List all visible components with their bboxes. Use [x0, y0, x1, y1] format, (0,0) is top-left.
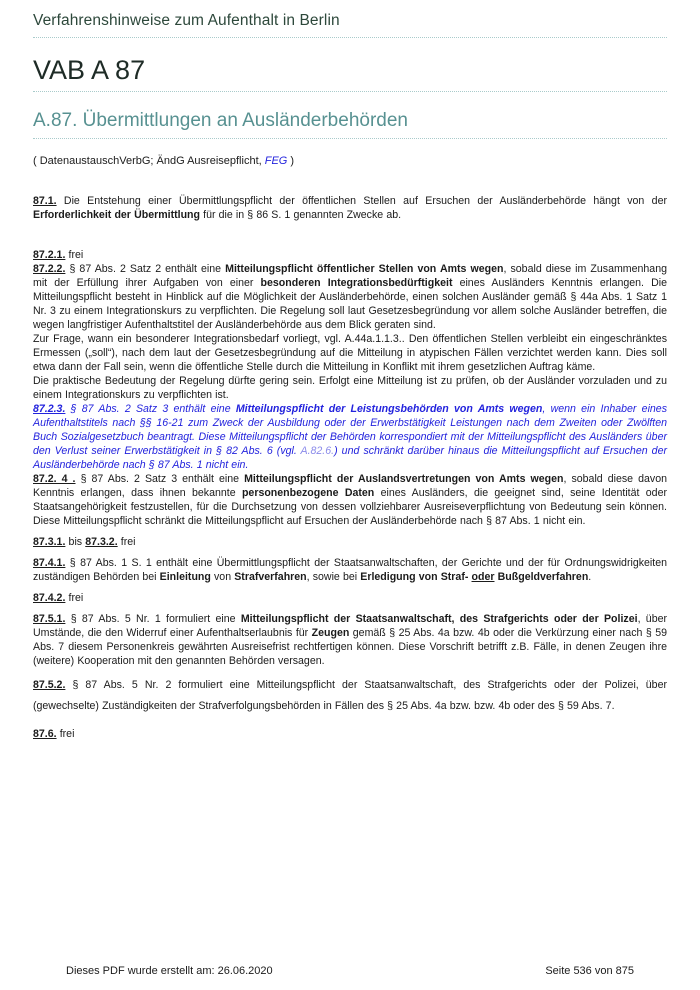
- text-run: § 87 Abs. 1 S. 1 enthält eine Übermittlungspflicht der Staatsanwaltschaften, der Gerichte und der für Ordnungswidrigkeiten zuständigen Behörden bei: [33, 556, 667, 583]
- text-run: frei: [56, 727, 75, 740]
- paragraph-87-4-1: [33, 556, 667, 584]
- text-run: frei: [117, 535, 136, 548]
- inline-link[interactable]: A.82.6.: [300, 444, 335, 457]
- text-run: 87.1.: [33, 194, 57, 207]
- text-run: 87.3.1.: [33, 535, 66, 548]
- text-run: Mitteilungspflicht öffentlicher Stellen von Amts wegen: [225, 262, 504, 275]
- text-run: 87.2.1.: [33, 248, 66, 261]
- text-run: Einleitung: [159, 570, 211, 583]
- text-run: , sobald diese davon Kenntnis erlangen, dass ihnen bekannte: [33, 472, 667, 499]
- document-code-heading: VAB A 87: [33, 55, 667, 92]
- text-run: gemäß § 25 Abs. 4a bzw. 4b oder die Verkürzung einer nach § 59 Abs. 7 diesem Personenkreis gewährten Ausreisefrist rechtfertigen können. Diese Vorschrift betrifft z.B. Fälle, in denen Zeugen ihre (weitere) Kooperation mit den genannten Behörden versagen.: [33, 626, 667, 667]
- text-run: § 87 Abs. 5 Nr. 1 formuliert eine: [65, 612, 241, 625]
- paragraph-87-5-2: [33, 675, 667, 717]
- page-footer: [66, 965, 634, 977]
- text-run: frei: [65, 591, 84, 604]
- text-run: .: [588, 570, 592, 583]
- text-run: 87.3.2.: [85, 535, 118, 548]
- text-run: § 87 Abs. 5 Nr. 2 formuliert eine Mitteilungspflicht der Staatsanwaltschaft, des Strafgerichts oder der Polizei, über (gewechselte) Zuständigkeiten der Strafverfolgungsbehörden in Fällen des § 25 Abs. 4a bzw. bzw. 4b oder des § 59 Abs. 7.: [33, 678, 667, 712]
- text-run: Die praktische Bedeutung der Regelung dürfte gering sein. Erfolgt eine Mitteilung ist zu prüfen, ob der Ausländer vorzuladen und zu einem Integrationskurs zu verpflichten ist.: [33, 374, 667, 401]
- text-run: Mitteilungspflicht der Auslandsvertretungen von Amts wegen: [244, 472, 564, 485]
- paragraph-87-5-1: [33, 612, 667, 668]
- text-run: , über Umstände, die den Widerruf einer Aufenthaltserlaubnis für: [33, 612, 668, 639]
- text-run: § 87 Abs. 2 Satz 3 enthält eine: [75, 472, 245, 485]
- page-container: [33, 0, 667, 990]
- text-run: , sowie bei: [306, 570, 361, 583]
- text-run: Zur Frage, wann ein besonderer Integrationsbedarf vorliegt, vgl. A.44a.1.1.3.. Den öffentlichen Stellen verbleibt ein eingeschränktes Ermessen („soll“), nach dem laut der Gesetzesbegründung auf die Mitteilung in atypischen Fällen verzichtet werden kann. Dies soll etwa dann der Fall sein, wenn die öffentliche Stelle durch die Mitteilung in Konflikt mit ihrem gesetzlichen Auftrag käme.: [33, 332, 667, 373]
- doc-subtitle: [33, 155, 667, 167]
- paragraph-87-2-1: [33, 248, 667, 262]
- document-header-title: Verfahrenshinweise zum Aufenthalt in Berlin: [33, 12, 667, 38]
- text-run: Bußgeldverfahren: [497, 570, 589, 583]
- text-run: eines Ausländers Kenntnis erlangen. Die Mitteilungspflicht besteht in Hinblick auf die Möglichkeit der Ausländerbehörde, einen solchen Ausländer gemäß § 44a Abs. 1 Satz 1 Nr. 3 zu einem Integrationskurs zu verpflichten. Die Regelung soll laut Gesetzesbegründung vor allem solche Ausländer betreffen, die wegen langfristiger Aufenthaltstitel der Ausländerbehörde aus dem Blick geraten sind.: [33, 276, 667, 331]
- inline-link[interactable]: FEG: [264, 154, 288, 167]
- section-title: A.87. Übermittlungen an Ausländerbehörden: [33, 110, 667, 139]
- text-run: Erforderlichkeit der Übermittlung: [33, 208, 200, 221]
- paragraph-87-2-2-remark: [33, 374, 667, 402]
- text-run: Erledigung von Straf-: [360, 570, 472, 583]
- text-run: bis: [65, 535, 86, 548]
- text-run: 87.2.3.: [33, 402, 66, 415]
- text-run: 87.2. 4 .: [33, 472, 76, 485]
- text-run: 87.4.2.: [33, 591, 66, 604]
- text-run: Mitteilungspflicht der Leistungsbehörden von Amts wegen: [235, 402, 543, 415]
- text-run: 87.5.1.: [33, 612, 66, 625]
- text-run: frei: [65, 248, 84, 261]
- text-run: § 87 Abs. 2 Satz 3 enthält eine: [65, 402, 236, 415]
- paragraph-87-2-2-continued: [33, 332, 667, 374]
- text-run: 87.5.2.: [33, 678, 66, 691]
- text-run: § 87 Abs. 2 Satz 2 enthält eine: [65, 262, 226, 275]
- paragraph-87-4-2: [33, 591, 667, 605]
- text-run: ) und schränkt darüber hinaus die Mitteilungspflicht auf Ersuchen der Ausländerbehörde nach § 87 Abs. 1 nicht ein.: [33, 444, 667, 471]
- text-run: ): [287, 154, 295, 167]
- document-body: [33, 194, 667, 741]
- paragraph-87-2-2: [33, 262, 667, 332]
- text-run: personenbezogene Daten: [241, 486, 375, 499]
- text-run: Die Entstehung einer Übermittlungspflicht der öffentlichen Stellen auf Ersuchen der Ausländerbehörde hängt von der: [56, 194, 667, 207]
- footer-creation-date: Dieses PDF wurde erstellt am: 26.06.2020: [66, 965, 273, 977]
- text-run: 87.2.2.: [33, 262, 66, 275]
- text-run: ( DatenaustauschVerbG; ÄndG Ausreisepflicht,: [33, 154, 265, 167]
- footer-page-number: Seite 536 von 875: [545, 965, 634, 977]
- text-run: von: [210, 570, 235, 583]
- paragraph-87-2-4: [33, 472, 667, 528]
- text-run: Strafverfahren: [234, 570, 307, 583]
- text-run: eines Ausländers, die geeignet sind, seine Identität oder Staatsangehörigkeit festzustellen, für die Durchsetzung von dessen vollziehbarer Ausreiseverpflichtung von Bedeutung sein können. Diese Mitteilungspflicht schränkt die Mitteilungspflicht auf Ersuchen der Ausländerbehörde nach § 87 Abs. 1 nicht ein.: [33, 486, 667, 527]
- text-run: besonderen Integrationsbedürftigkeit: [260, 276, 453, 289]
- text-run: , wenn ein Inhaber eines Aufenthaltstitels nach §§ 16-21 zum Zweck der Ausbildung oder der Erwerbstätigkeit Leistungen nach dem Zweiten oder Zwölften Buch Sozialgesetzbuch beantragt. Diese Mitteilungspflicht der Behörden korrespondiert mit der Mitteilungspflicht des Ausländers über den Verlust seiner Erwerbstätigkeit in § 82 Abs. 6 (vgl.: [33, 402, 667, 457]
- paragraph-87-2-3: [33, 402, 667, 472]
- text-run: Mitteilungspflicht der Staatsanwaltschaft, des Strafgerichts oder der Polizei: [240, 612, 638, 625]
- text-run: , sobald diese im Zusammenhang mit der Erfüllung ihrer Aufgaben von einer: [33, 262, 667, 289]
- paragraph-87-3-1: [33, 535, 667, 549]
- text-run: Zeugen: [311, 626, 350, 639]
- paragraph-87-1: [33, 194, 667, 222]
- text-run: 87.6.: [33, 727, 57, 740]
- text-run: oder: [471, 570, 495, 583]
- text-run: 87.4.1.: [33, 556, 66, 569]
- text-run: für die in § 86 S. 1 genannten Zwecke ab.: [199, 208, 402, 221]
- paragraph-87-6: [33, 727, 667, 741]
